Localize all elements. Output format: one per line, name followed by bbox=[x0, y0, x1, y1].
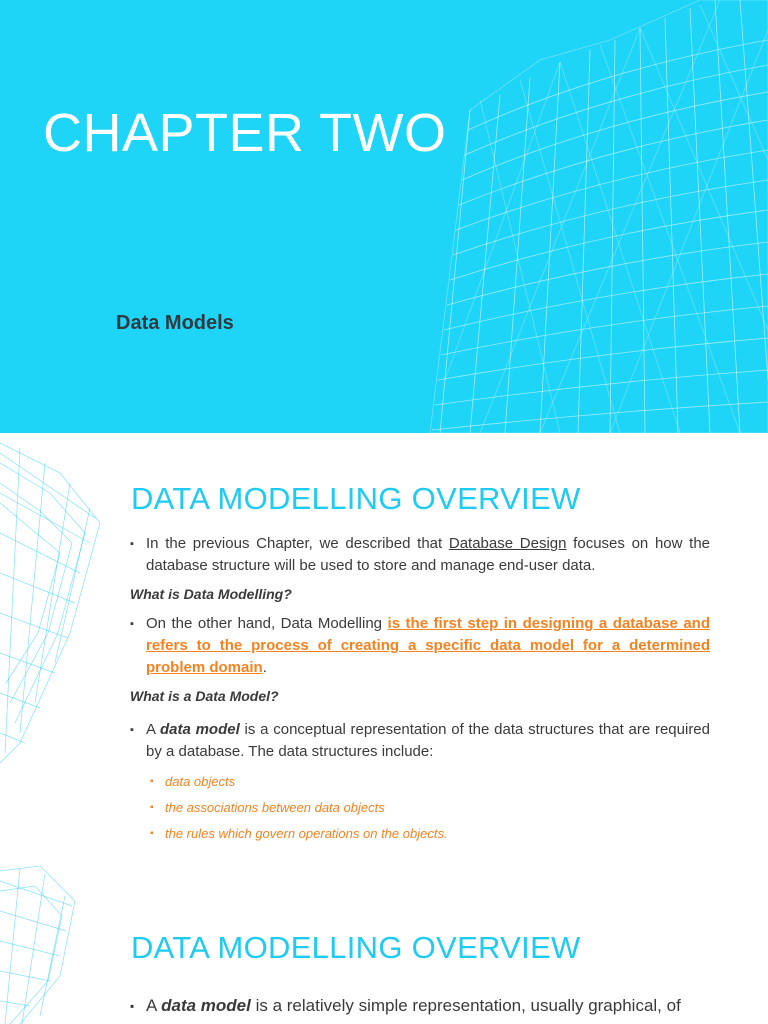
chapter-title: CHAPTER TWO bbox=[43, 103, 447, 163]
wireframe-building-image bbox=[0, 0, 768, 433]
list-item-text: the associations between data objects bbox=[165, 800, 385, 815]
small-square-bullet-icon: ▪ bbox=[150, 776, 154, 787]
list-item bbox=[150, 795, 710, 821]
bullet-text: A bbox=[146, 721, 160, 738]
list-item bbox=[150, 769, 710, 795]
title-slide bbox=[0, 0, 768, 433]
database-design-link[interactable]: Database Design bbox=[448, 535, 567, 552]
bullet-text: . bbox=[262, 659, 267, 676]
list-item-text: data objects bbox=[165, 774, 236, 789]
list-item-text: the rules which govern operations on the objects. bbox=[165, 826, 448, 841]
chapter-subtitle: Data Models bbox=[116, 312, 234, 334]
bullet-text: is a conceptual representation of the data structures that are required by a database. The data structures include: bbox=[146, 721, 710, 760]
slide-content bbox=[128, 533, 710, 847]
question-data-modelling: What is Data Modelling? bbox=[130, 586, 292, 602]
bullet-data-modelling bbox=[128, 613, 710, 679]
bullet-data-model bbox=[128, 719, 710, 763]
bullet-data-model-definition bbox=[128, 994, 710, 1018]
overview-slide-2 bbox=[0, 866, 768, 1024]
data-model-term: data model bbox=[159, 721, 240, 738]
slide-heading: DATA MODELLING OVERVIEW bbox=[131, 930, 581, 965]
bullet-text: In the previous Chapter, we described that bbox=[146, 535, 449, 552]
question-data-model: What is a Data Model? bbox=[130, 688, 279, 704]
small-square-bullet-icon: ▪ bbox=[150, 828, 154, 839]
bullet-database-design bbox=[128, 533, 710, 577]
bullet-text: focuses on how the database structure will be used to store and manage end-user data. bbox=[146, 535, 711, 574]
bullet-text: is a relatively simple representation, usually graphical, of bbox=[250, 996, 681, 1015]
definition-link[interactable]: is the first step in designing a database and refers to the process of creating a specific data model for a determined problem domain bbox=[146, 615, 710, 676]
data-structures-list bbox=[150, 769, 710, 847]
data-model-term: data model bbox=[161, 996, 251, 1015]
overview-slide bbox=[0, 433, 768, 863]
square-bullet-icon: ▪ bbox=[130, 724, 134, 736]
square-bullet-icon: ▪ bbox=[130, 618, 134, 630]
slide-content bbox=[128, 994, 710, 1024]
bullet-text: On the other hand, Data Modelling bbox=[146, 615, 388, 632]
wireframe-side-image bbox=[0, 866, 110, 1024]
square-bullet-icon: ▪ bbox=[130, 999, 135, 1013]
bullet-text: A bbox=[146, 996, 162, 1015]
square-bullet-icon: ▪ bbox=[130, 538, 134, 550]
wireframe-side-image bbox=[0, 433, 110, 863]
small-square-bullet-icon: ▪ bbox=[150, 802, 154, 813]
slide-heading: DATA MODELLING OVERVIEW bbox=[131, 481, 581, 516]
list-item bbox=[150, 821, 710, 847]
